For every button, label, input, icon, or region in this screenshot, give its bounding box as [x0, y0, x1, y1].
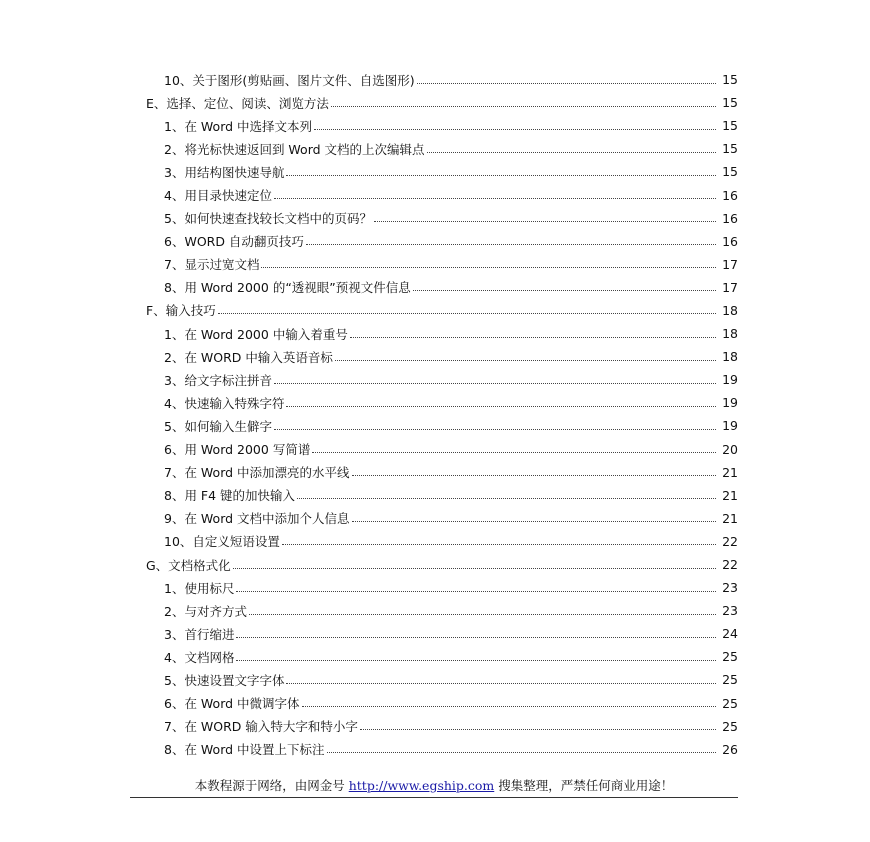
toc-entry-page-number: 15 [722, 164, 738, 180]
toc-dot-leader [331, 105, 716, 107]
toc-entry[interactable] [0, 137, 870, 160]
footer-link[interactable]: http://www.egship.com [348, 778, 495, 793]
toc-entry[interactable] [0, 692, 870, 715]
toc-entry-page-number: 25 [722, 649, 738, 665]
toc-dot-leader [306, 243, 716, 245]
toc-entry-page-number: 21 [722, 510, 738, 526]
toc-dot-leader [261, 266, 716, 268]
toc-entry[interactable] [0, 484, 870, 507]
toc-entry-page-number: 19 [722, 418, 738, 434]
toc-entry-page-number: 19 [722, 395, 738, 411]
toc-entry-label: 4、文档网格 [164, 649, 235, 665]
toc-dot-leader [335, 359, 716, 361]
toc-entry[interactable] [0, 91, 870, 114]
toc-dot-leader [236, 590, 716, 592]
toc-dot-leader [236, 636, 716, 638]
toc-entry[interactable] [0, 345, 870, 368]
toc-dot-leader [297, 497, 716, 499]
toc-entry-page-number: 26 [722, 741, 738, 757]
toc-entry-page-number: 18 [722, 302, 738, 318]
toc-entry[interactable] [0, 68, 870, 91]
toc-entry[interactable] [0, 530, 870, 553]
toc-entry-page-number: 15 [722, 95, 738, 111]
toc-entry-page-number: 23 [722, 603, 738, 619]
toc-entry-label: 3、用结构图快速导航 [164, 164, 285, 180]
toc-entry-label: 6、在 Word 中微调字体 [164, 696, 300, 712]
toc-entry-page-number: 23 [722, 580, 738, 596]
toc-dot-leader [360, 728, 716, 730]
toc-dot-leader [302, 705, 716, 707]
toc-entry-label: F、输入技巧 [146, 303, 216, 319]
toc-dot-leader [350, 336, 716, 338]
toc-entry-page-number: 16 [722, 233, 738, 249]
toc-entry[interactable] [0, 299, 870, 322]
toc-entry-label: 3、给文字标注拼音 [164, 372, 272, 388]
toc-entry[interactable] [0, 322, 870, 345]
toc-entry[interactable] [0, 276, 870, 299]
toc-entry-label: 1、在 Word 中选择文本列 [164, 118, 313, 134]
toc-entry-page-number: 24 [722, 626, 738, 642]
toc-entry-page-number: 21 [722, 464, 738, 480]
toc-dot-leader [218, 312, 716, 314]
toc-entry-label: 3、首行缩进 [164, 626, 235, 642]
toc-entry-label: 6、用 Word 2000 写简谱 [164, 442, 311, 458]
toc-entry-page-number: 15 [722, 141, 738, 157]
toc-entry-label: 8、在 Word 中设置上下标注 [164, 742, 325, 758]
toc-entry-page-number: 25 [722, 672, 738, 688]
toc-entry-page-number: 15 [722, 72, 738, 88]
toc-entry[interactable] [0, 461, 870, 484]
footer-prefix: 本教程源于网络，由网金号 [194, 778, 349, 793]
toc-dot-leader [274, 382, 716, 384]
toc-entry[interactable] [0, 207, 870, 230]
toc-entry-label: 8、用 F4 键的加快输入 [164, 488, 296, 504]
toc-entry-label: 4、快速输入特殊字符 [164, 395, 285, 411]
toc-dot-leader [282, 543, 716, 545]
toc-dot-leader [286, 174, 716, 176]
toc-entry[interactable] [0, 622, 870, 645]
toc-entry-page-number: 16 [722, 210, 738, 226]
toc-entry-label: G、文档格式化 [146, 557, 231, 573]
toc-entry-label: 8、用 Word 2000 的“透视眼”预视文件信息 [164, 280, 411, 296]
toc-entry[interactable] [0, 160, 870, 183]
toc-entry[interactable] [0, 668, 870, 691]
toc-entry[interactable] [0, 230, 870, 253]
toc-entry-label: 5、如何输入生僻字 [164, 418, 272, 434]
table-of-contents [0, 68, 870, 761]
toc-entry-page-number: 22 [722, 533, 738, 549]
toc-entry-label: 9、在 Word 文档中添加个人信息 [164, 511, 350, 527]
toc-entry-label: 10、关于图形(剪贴画、图片文件、自选图形) [164, 72, 415, 88]
toc-dot-leader [374, 220, 716, 222]
toc-entry-page-number: 21 [722, 487, 738, 503]
toc-entry-label: 5、如何快速查找较长文档中的页码？ [164, 211, 372, 227]
toc-dot-leader [427, 151, 716, 153]
toc-entry-page-number: 18 [722, 349, 738, 365]
toc-entry-label: 1、使用标尺 [164, 580, 235, 596]
toc-dot-leader [274, 197, 716, 199]
toc-entry[interactable] [0, 183, 870, 206]
toc-entry[interactable] [0, 391, 870, 414]
toc-dot-leader [249, 613, 716, 615]
toc-entry[interactable] [0, 715, 870, 738]
toc-dot-leader [417, 82, 716, 84]
toc-entry[interactable] [0, 599, 870, 622]
toc-entry-label: 6、WORD 自动翻页技巧 [164, 234, 304, 250]
toc-entry-page-number: 18 [722, 326, 738, 342]
toc-entry-label: E、选择、定位、阅读、浏览方法 [146, 95, 329, 111]
toc-entry[interactable] [0, 438, 870, 461]
toc-entry[interactable] [0, 414, 870, 437]
toc-entry-page-number: 25 [722, 718, 738, 734]
toc-entry-page-number: 15 [722, 118, 738, 134]
toc-entry[interactable] [0, 553, 870, 576]
toc-entry[interactable] [0, 114, 870, 137]
toc-entry-label: 2、将光标快速返回到 Word 文档的上次编辑点 [164, 141, 425, 157]
toc-dot-leader [233, 567, 716, 569]
toc-entry-page-number: 22 [722, 557, 738, 573]
toc-entry-page-number: 17 [722, 279, 738, 295]
toc-entry-label: 4、用目录快速定位 [164, 188, 272, 204]
toc-dot-leader [314, 128, 716, 130]
toc-entry-label: 10、自定义短语设置 [164, 534, 280, 550]
toc-entry-label: 7、在 WORD 输入特大字和特小字 [164, 719, 358, 735]
toc-dot-leader [312, 451, 716, 453]
toc-dot-leader [352, 520, 716, 522]
toc-entry-label: 7、显示过宽文档 [164, 257, 260, 273]
page-footer [130, 776, 738, 798]
toc-dot-leader [413, 289, 716, 291]
toc-entry-page-number: 20 [722, 441, 738, 457]
toc-dot-leader [352, 474, 716, 476]
toc-entry-page-number: 17 [722, 256, 738, 272]
toc-dot-leader [236, 659, 716, 661]
toc-entry-label: 2、与对齐方式 [164, 603, 247, 619]
toc-dot-leader [286, 405, 716, 407]
toc-entry-label: 2、在 WORD 中输入英语音标 [164, 349, 333, 365]
toc-entry-label: 1、在 Word 2000 中输入着重号 [164, 326, 348, 342]
toc-entry-page-number: 19 [722, 372, 738, 388]
toc-entry[interactable] [0, 507, 870, 530]
toc-entry[interactable] [0, 576, 870, 599]
toc-entry[interactable] [0, 368, 870, 391]
toc-entry[interactable] [0, 253, 870, 276]
toc-entry-label: 5、快速设置文字字体 [164, 672, 285, 688]
toc-entry[interactable] [0, 738, 870, 761]
toc-entry-page-number: 25 [722, 695, 738, 711]
toc-dot-leader [327, 751, 716, 753]
toc-entry-label: 7、在 Word 中添加漂亮的水平线 [164, 465, 350, 481]
footer-suffix: 搜集整理，严禁任何商业用途！ [494, 778, 674, 793]
toc-dot-leader [286, 682, 716, 684]
toc-dot-leader [274, 428, 716, 430]
toc-entry-page-number: 16 [722, 187, 738, 203]
toc-entry[interactable] [0, 645, 870, 668]
